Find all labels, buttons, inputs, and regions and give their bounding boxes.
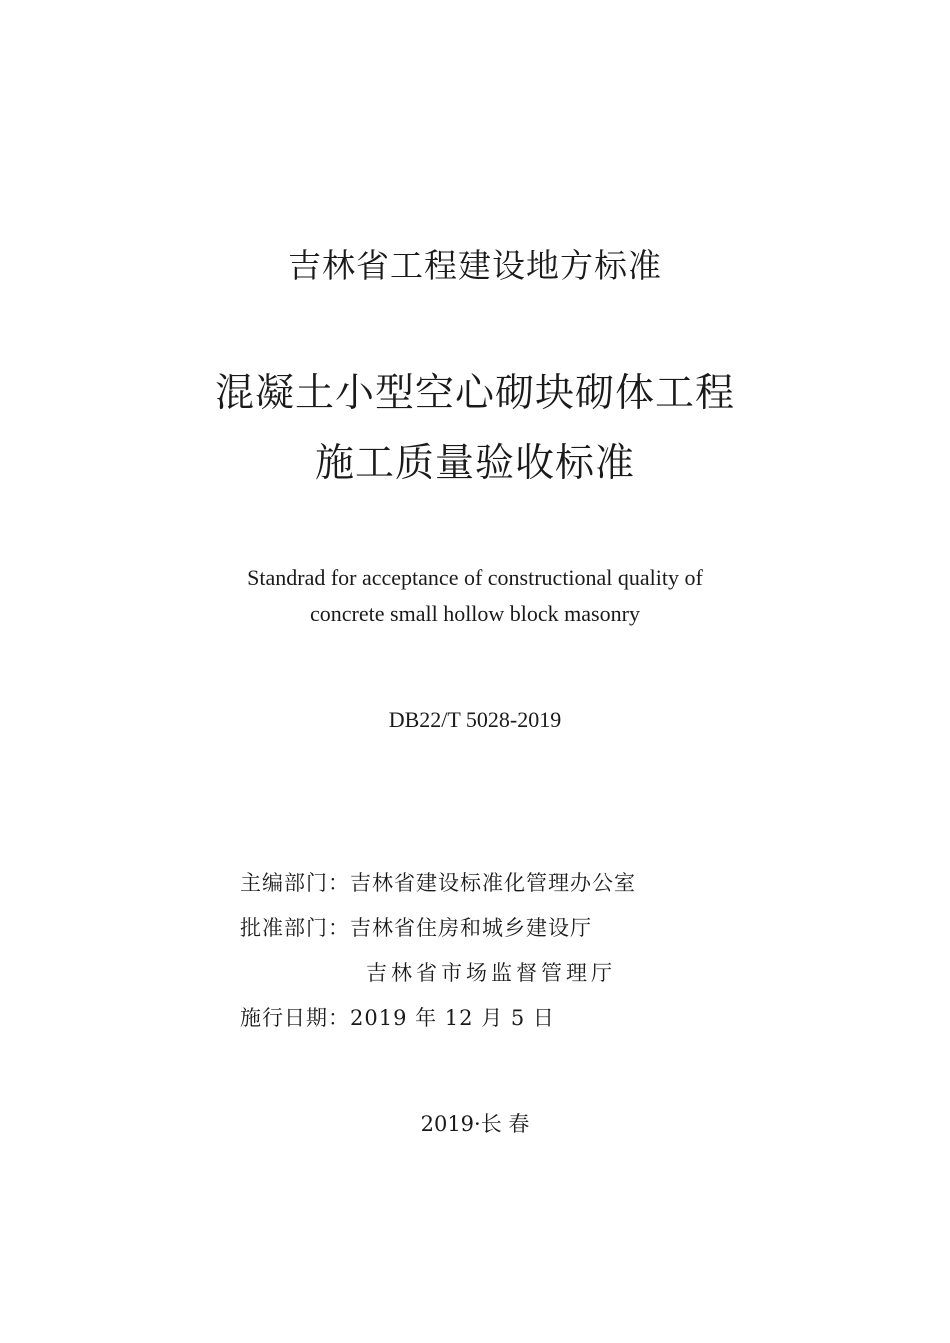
approver-value-1: 吉林省住房和城乡建设厅 <box>350 916 592 940</box>
standard-code: DB22/T 5028-2019 <box>388 707 562 732</box>
editor-row <box>240 867 636 897</box>
main-title-line-1: 混凝土小型空心砌块砌体工程 <box>214 371 735 416</box>
effective-date-value: 2019 年 12 月 5 日 <box>350 1006 555 1030</box>
english-title-line-2: concrete small hollow block masonry <box>310 601 640 626</box>
effective-date-row <box>240 1002 555 1032</box>
series-title: 吉林省工程建设地方标准 <box>288 246 662 285</box>
place-and-year: 2019·长 春 <box>420 1112 530 1136</box>
approver-label: 批准部门： <box>240 916 350 940</box>
approver-row <box>240 912 592 942</box>
english-title-line-1: Standrad for acceptance of constructional quality of <box>247 565 703 590</box>
approver-value-2: 吉林省市场监督管理厅 <box>366 961 616 985</box>
editor-value: 吉林省建设标准化管理办公室 <box>350 871 636 895</box>
editor-label: 主编部门： <box>240 871 350 895</box>
main-title-line-2: 施工质量验收标准 <box>314 441 635 486</box>
effective-date-label: 施行日期： <box>240 1006 350 1030</box>
